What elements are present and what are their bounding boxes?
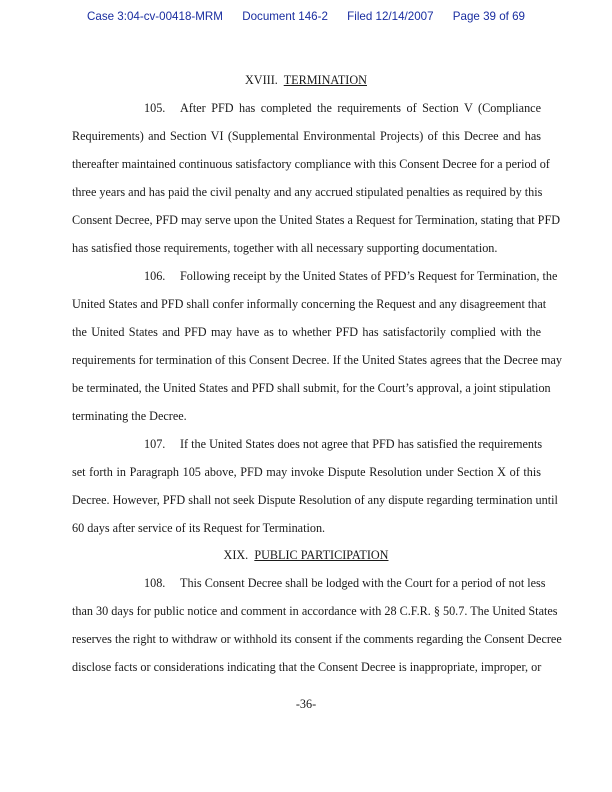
paragraph-line: than 30 days for public notice and comment in accordance with 28 C.F.R. § 50.7. The United States xyxy=(72,604,558,618)
paragraph-line: set forth in Paragraph 105 above, PFD may invoke Dispute Resolution under Section X of this xyxy=(72,465,541,479)
paragraph-line: reserves the right to withdraw or withhold its consent if the comments regarding the Consent Decree xyxy=(72,632,562,646)
paragraph-line: disclose facts or considerations indicating that the Consent Decree is inappropriate, improper, or xyxy=(72,660,542,674)
paragraph-line: 106. Following receipt by the United States of PFD’s Request for Termination, the xyxy=(144,269,558,283)
ecf-header xyxy=(0,10,612,23)
section-number: XIX. xyxy=(223,548,249,562)
section-heading-public-participation xyxy=(0,548,612,563)
paragraph-line: requirements for termination of this Consent Decree. If the United States agrees that the Decree may xyxy=(72,353,563,367)
filed-date: Filed 12/14/2007 xyxy=(347,10,434,23)
paragraph-line: United States and PFD shall confer informally concerning the Request and any disagreement that xyxy=(72,297,547,311)
paragraph-line: the United States and PFD may have as to whether PFD has satisfactorily complied with the xyxy=(72,325,541,339)
paragraph-line: Consent Decree, PFD may serve upon the United States a Request for Termination, stating that PFD xyxy=(72,213,561,227)
case-number: Case 3:04-cv-00418-MRM xyxy=(87,10,223,23)
paragraph-number: 106. xyxy=(144,269,166,283)
section-number: XVIII. xyxy=(245,73,278,87)
page-number: -36- xyxy=(295,697,317,711)
section-title: PUBLIC PARTICIPATION xyxy=(254,548,389,562)
document-number: Document 146-2 xyxy=(242,10,328,23)
paragraph-line: 108. This Consent Decree shall be lodged with the Court for a period of not less xyxy=(144,576,546,590)
paragraph-line: terminating the Decree. xyxy=(72,409,187,423)
paragraph-line: thereafter maintained continuous satisfactory compliance with this Consent Decree for a period of xyxy=(72,157,550,171)
paragraph-line: 107. If the United States does not agree that PFD has satisfied the requirements xyxy=(144,437,543,451)
paragraph-line: three years and has paid the civil penalty and any accrued stipulated penalties as required by this xyxy=(72,185,543,199)
paragraph-line: has satisfied those requirements, together with all necessary supporting documentation. xyxy=(72,241,498,255)
paragraph-line: be terminated, the United States and PFD shall submit, for the Court’s approval, a joint stipulation xyxy=(72,381,551,395)
paragraph-line: Decree. However, PFD shall not seek Dispute Resolution of any dispute regarding termination until xyxy=(72,493,558,507)
paragraph-number: 108. xyxy=(144,576,166,590)
paragraph-line: 105. After PFD has completed the requirements of Section V (Compliance xyxy=(144,101,541,115)
paragraph-number: 105. xyxy=(144,101,166,115)
paragraph-number: 107. xyxy=(144,437,166,451)
page-count: Page 39 of 69 xyxy=(452,10,525,23)
paragraph-line: 60 days after service of its Request for Termination. xyxy=(72,521,326,535)
section-title: TERMINATION xyxy=(283,73,367,87)
section-heading-termination xyxy=(0,73,612,88)
paragraph-line: Requirements) and Section VI (Supplemental Environmental Projects) of this Decree and has xyxy=(72,129,541,143)
